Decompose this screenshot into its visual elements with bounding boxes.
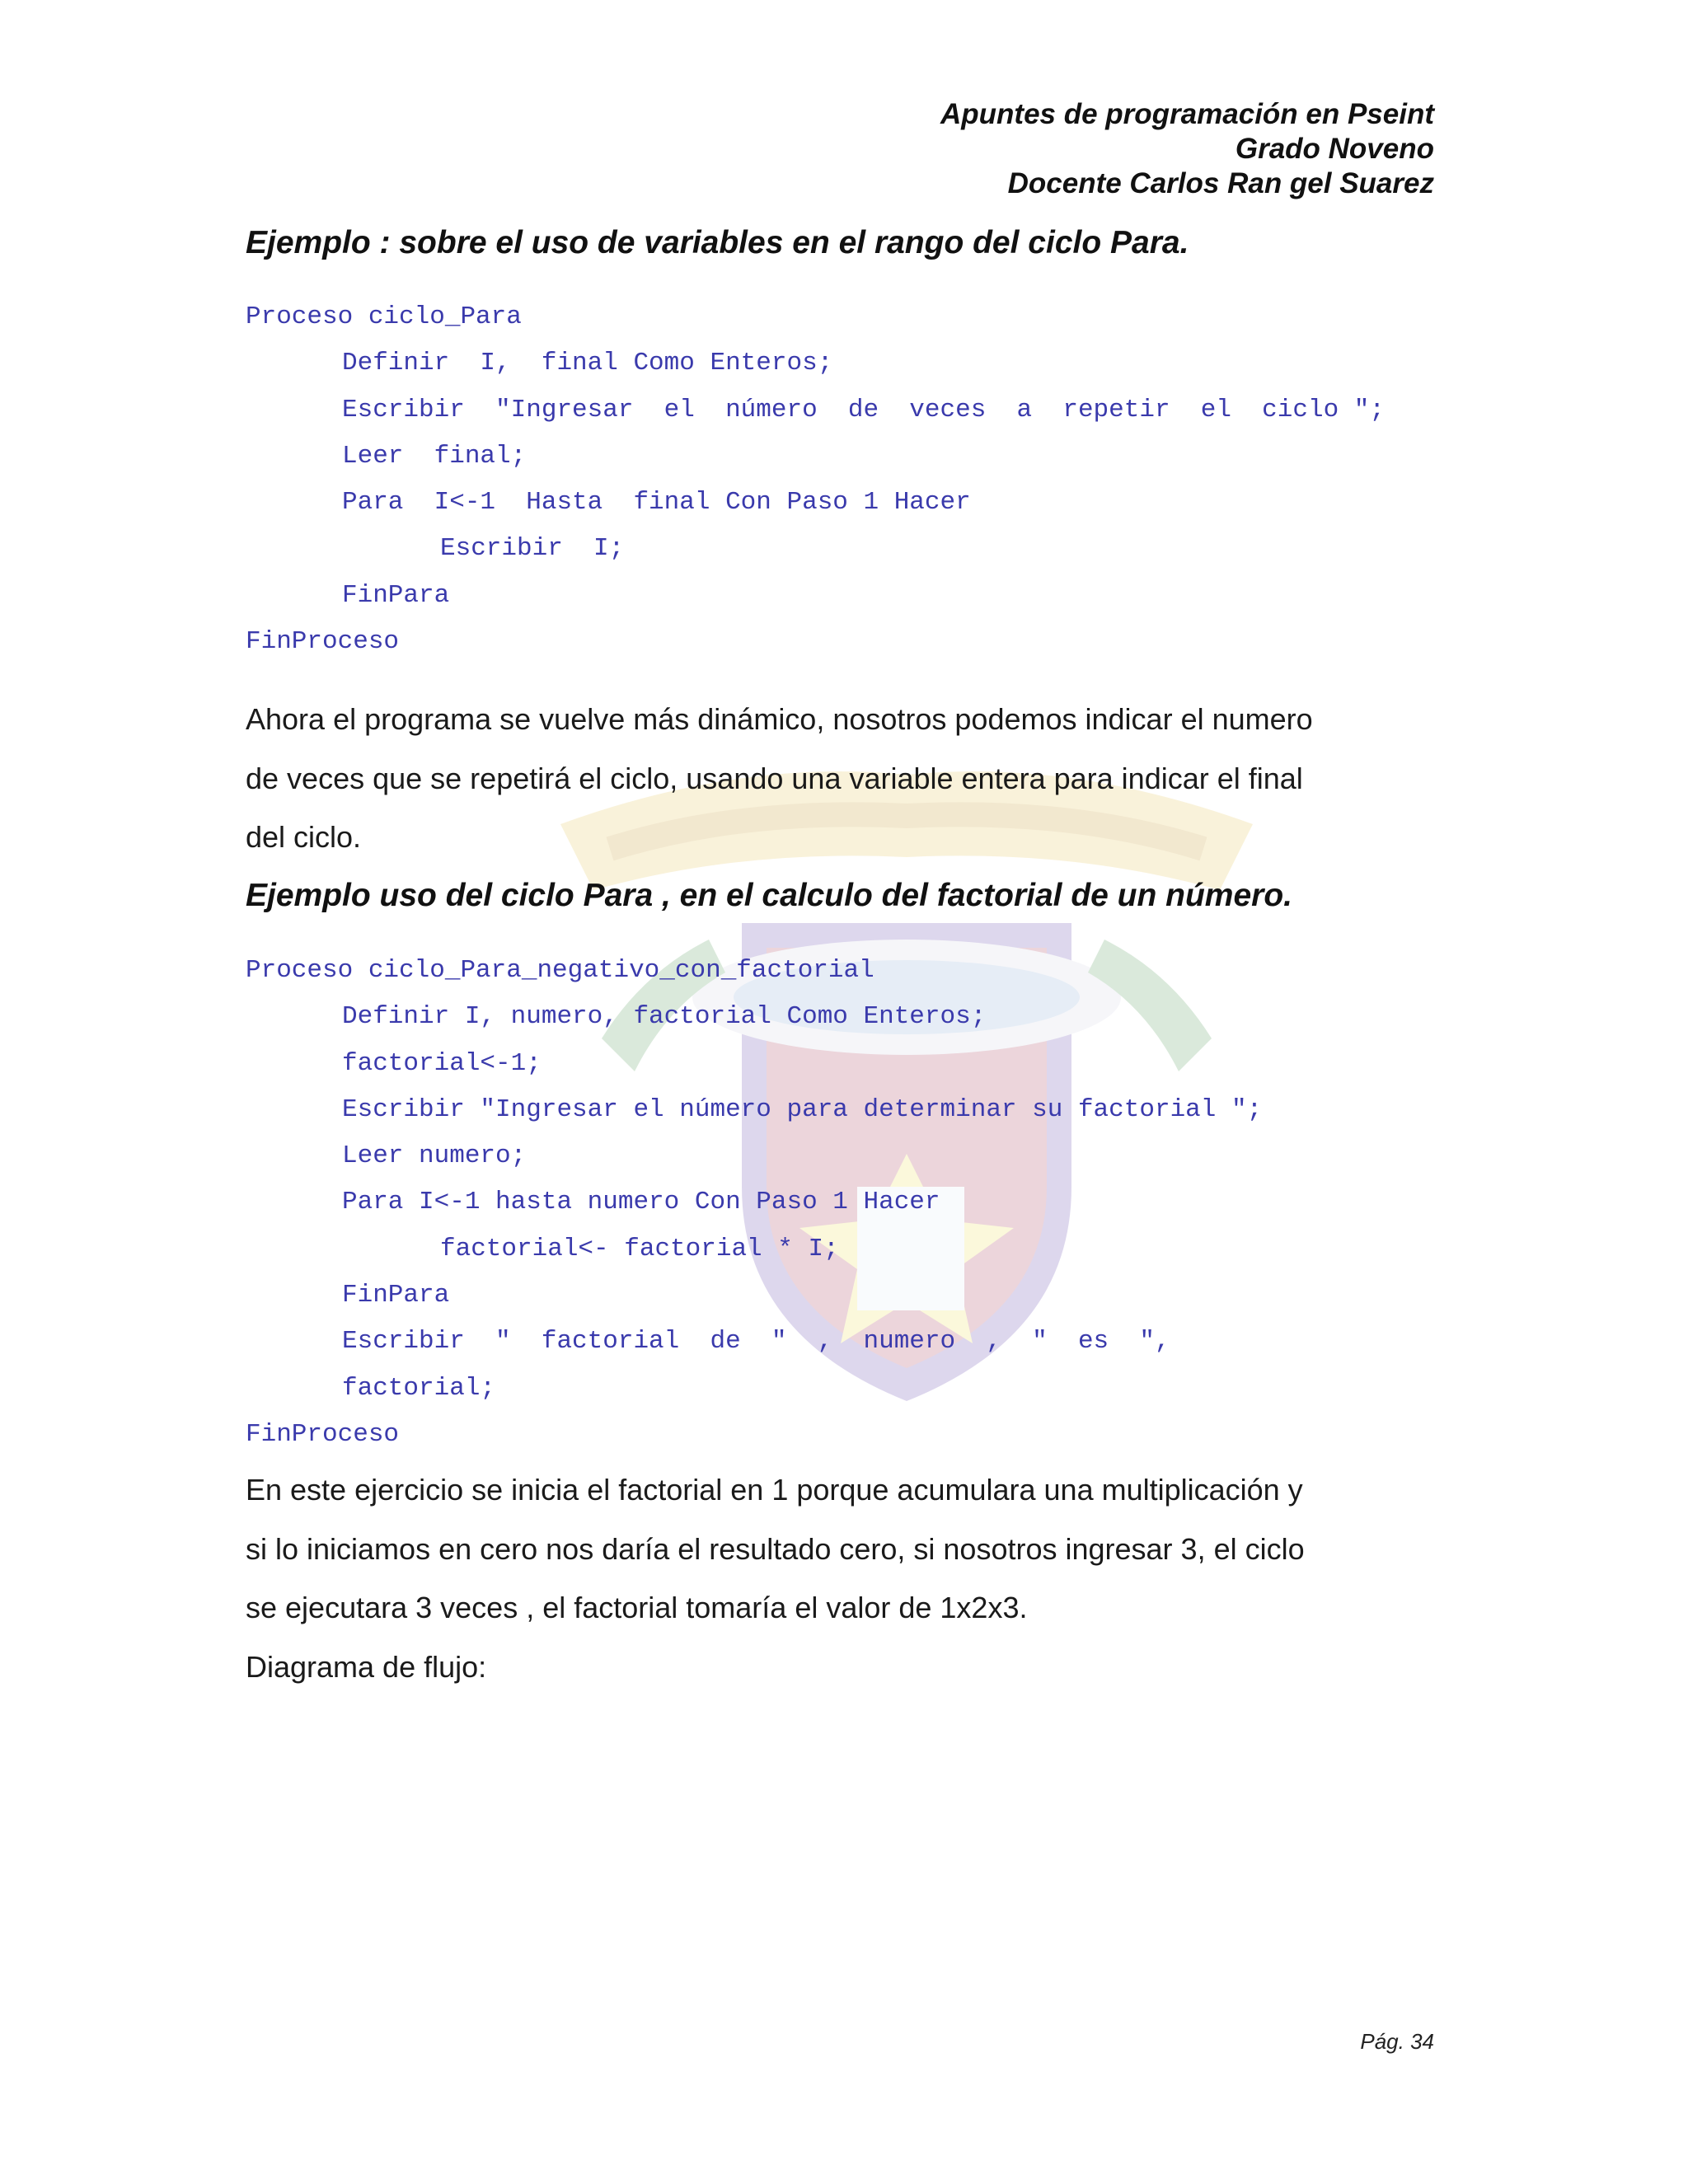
header-title: Apuntes de programación en Pseint (940, 98, 1434, 130)
page-header (940, 97, 1434, 201)
header-grade: Grado Noveno (1235, 133, 1434, 165)
example2-heading: Ejemplo uso del ciclo Para , en el calculo del factorial de un número. (246, 878, 1293, 913)
code-line: Escribir " factorial de " , numero , " es ", (342, 1327, 1170, 1357)
code-line: Escribir "Ingresar el número para determinar su factorial "; (342, 1094, 1263, 1124)
code-line: factorial; (342, 1373, 496, 1403)
code-line: Leer numero; (342, 1141, 527, 1171)
paragraph-explanation-2 (246, 1460, 1442, 1696)
code-line: Proceso ciclo_Para_negativo_con_factorial (246, 956, 874, 985)
code-line: Definir I, numero, factorial Como Enteros; (342, 1002, 987, 1032)
page-number: Pág. 34 (1360, 2029, 1434, 2054)
code-line: factorial<-1; (342, 1048, 542, 1078)
paragraph-line: de veces que se repetirá el ciclo, usando una variable entera para indicar el final (246, 761, 1303, 795)
code-line: Para I<-1 hasta numero Con Paso 1 Hacer (342, 1188, 940, 1217)
code-line: Escribir I; (440, 534, 625, 564)
code-line: FinProceso (246, 627, 400, 657)
code-line: Definir I, final Como Enteros; (342, 349, 833, 378)
paragraph-line: Ahora el programa se vuelve más dinámico, nosotros podemos indicar el numero (246, 702, 1313, 736)
code-line: Escribir "Ingresar el número de veces a repetir el ciclo "; (342, 395, 1386, 424)
header-teacher: Docente Carlos Ran gel Suarez (1007, 167, 1434, 199)
flow-diagram-label: Diagrama de flujo: (246, 1649, 487, 1684)
code-line: Proceso ciclo_Para (246, 302, 522, 331)
code-line: factorial<- factorial * I; (440, 1234, 839, 1263)
example2-code-block (246, 948, 1262, 1458)
code-line: Para I<-1 Hasta final Con Paso 1 Hacer (342, 488, 971, 518)
paragraph-line: se ejecutara 3 veces , el factorial tomaría el valor de 1x2x3. (246, 1591, 1028, 1624)
code-line: FinPara (342, 580, 450, 610)
example1-code-block (246, 294, 1385, 665)
paragraph-explanation-1 (246, 690, 1442, 867)
code-line: Leer final; (342, 441, 527, 471)
code-line: FinProceso (246, 1419, 400, 1449)
example1-heading: Ejemplo : sobre el uso de variables en el rango del ciclo Para. (246, 225, 1189, 260)
paragraph-line: del ciclo. (246, 820, 362, 854)
code-line: FinPara (342, 1281, 450, 1310)
paragraph-line: si lo iniciamos en cero nos daría el resultado cero, si nosotros ingresar 3, el ciclo (246, 1531, 1305, 1566)
paragraph-line: En este ejercicio se inicia el factorial en 1 porque acumulara una multiplicación y (246, 1473, 1303, 1507)
